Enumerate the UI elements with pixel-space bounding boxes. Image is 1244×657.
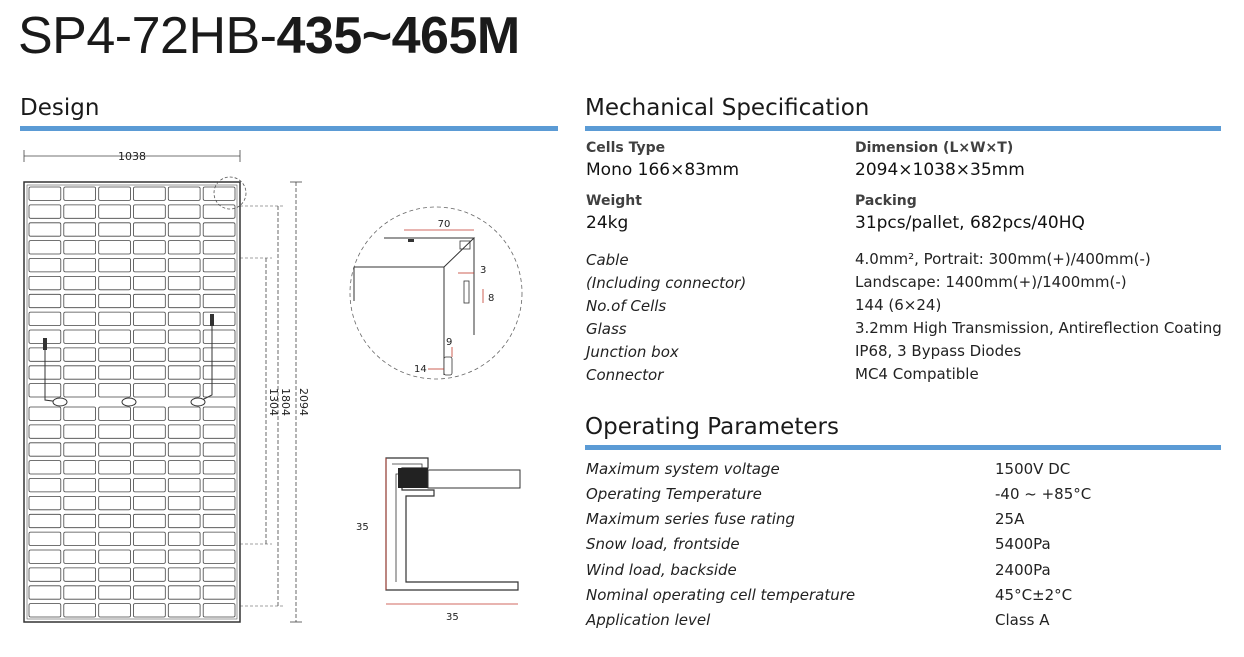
dim-14-label: 14 — [414, 364, 427, 375]
solar-cell — [29, 586, 61, 599]
dimension-label: Dimension (L×W×T) — [855, 140, 1014, 156]
solar-cell — [168, 479, 200, 492]
dim-3-label: 3 — [480, 265, 487, 276]
solar-cell — [134, 514, 166, 527]
weight-label: Weight — [586, 193, 642, 209]
solar-cell — [168, 550, 200, 563]
solar-cell — [168, 205, 200, 218]
solar-cell — [99, 312, 131, 325]
solar-cell — [29, 223, 61, 236]
solar-cell — [99, 514, 131, 527]
solar-cell — [29, 294, 61, 307]
solar-cell — [168, 568, 200, 581]
solar-cell — [203, 330, 235, 343]
solar-cell — [203, 479, 235, 492]
solar-cell — [168, 366, 200, 379]
operating-rule — [585, 445, 1221, 450]
datasheet-title — [18, 6, 520, 66]
solar-cell — [29, 241, 61, 254]
op-row-label: Maximum series fuse rating — [586, 510, 795, 528]
solar-cell — [203, 461, 235, 474]
height-dim-label: 2094 — [297, 388, 310, 416]
solar-cell — [64, 259, 96, 272]
solar-cell — [64, 550, 96, 563]
solar-cell — [134, 443, 166, 456]
solar-cell — [168, 384, 200, 397]
solar-cell — [168, 312, 200, 325]
mech-row-value: MC4 Compatible — [855, 365, 979, 383]
panel-front-view — [0, 140, 320, 640]
corner-detail-drawing — [340, 205, 540, 385]
solar-cell — [99, 384, 131, 397]
solar-cell — [64, 496, 96, 509]
solar-cell — [203, 205, 235, 218]
design-heading: Design — [20, 95, 100, 121]
weight-value: 24kg — [586, 213, 629, 233]
mech-row-connector — [586, 363, 663, 386]
solar-cell — [134, 384, 166, 397]
solar-cell — [203, 294, 235, 307]
solar-cell — [203, 568, 235, 581]
solar-cell — [64, 425, 96, 438]
solar-cell — [168, 532, 200, 545]
solar-cell — [134, 604, 166, 617]
solar-cell — [134, 187, 166, 200]
solar-cell — [168, 294, 200, 307]
solar-cell — [99, 496, 131, 509]
op-row-value: 45°C±2°C — [995, 586, 1073, 604]
solar-cell — [203, 550, 235, 563]
mech-row-label: Glass — [586, 320, 627, 338]
frame-width-label: 35 — [446, 612, 459, 623]
solar-cell — [168, 407, 200, 420]
width-dim-label: 1038 — [118, 150, 146, 163]
solar-cell — [203, 586, 235, 599]
packing-label: Packing — [855, 193, 917, 209]
dimension-value: 2094×1038×35mm — [855, 160, 1025, 180]
solar-cell — [203, 312, 235, 325]
solar-cell — [99, 187, 131, 200]
solar-cell — [64, 586, 96, 599]
solar-cell — [99, 443, 131, 456]
op-row-value: -40 ~ +85°C — [995, 485, 1092, 503]
solar-cell — [29, 425, 61, 438]
operating-heading: Operating Parameters — [585, 414, 839, 440]
solar-cell — [168, 586, 200, 599]
solar-cell — [29, 205, 61, 218]
solar-cell — [99, 425, 131, 438]
mech-row-cable — [586, 248, 629, 271]
solar-cell — [168, 461, 200, 474]
solar-cell — [99, 348, 131, 361]
mech-row-label: Connector — [586, 366, 664, 384]
solar-cell — [64, 604, 96, 617]
mech-row-value: 3.2mm High Transmission, Antireflection Coating — [855, 319, 1222, 337]
solar-cell — [134, 496, 166, 509]
solar-cell — [134, 586, 166, 599]
solar-cell — [134, 407, 166, 420]
solar-cell — [134, 348, 166, 361]
solar-cell — [64, 223, 96, 236]
solar-cell — [168, 276, 200, 289]
solar-cell — [203, 259, 235, 272]
cells-type-label: Cells Type — [586, 140, 666, 156]
solar-cell — [99, 479, 131, 492]
solar-cell — [64, 479, 96, 492]
solar-cell — [168, 330, 200, 343]
solar-cell — [99, 223, 131, 236]
solar-cell — [99, 407, 131, 420]
mount-dim-1304-label: 1304 — [267, 388, 280, 416]
frame-height-label: 35 — [356, 522, 369, 533]
solar-cell — [29, 479, 61, 492]
solar-cell — [64, 384, 96, 397]
op-row-label: Snow load, frontside — [586, 535, 740, 553]
solar-cell — [134, 330, 166, 343]
solar-cell — [64, 461, 96, 474]
laminate-edge — [428, 470, 520, 488]
design-rule — [20, 126, 558, 131]
op-row-value: 5400Pa — [995, 535, 1051, 553]
solar-cell — [134, 223, 166, 236]
solar-cell — [203, 366, 235, 379]
solar-cell — [203, 496, 235, 509]
solar-cell — [99, 604, 131, 617]
solar-cell — [64, 294, 96, 307]
solar-cell — [168, 223, 200, 236]
solar-cell — [203, 604, 235, 617]
solar-cell — [168, 496, 200, 509]
glass-seal — [398, 468, 428, 488]
packing-value: 31pcs/pallet, 682pcs/40HQ — [855, 213, 1085, 233]
solar-cell — [64, 443, 96, 456]
mech-row-value: 144 (6×24) — [855, 296, 942, 314]
junction-box-1 — [53, 398, 67, 406]
solar-cell — [64, 187, 96, 200]
solar-cell — [29, 461, 61, 474]
solar-cell — [168, 187, 200, 200]
mech-row-value: IP68, 3 Bypass Diodes — [855, 342, 1022, 360]
solar-cell — [134, 366, 166, 379]
solar-cell — [99, 366, 131, 379]
solar-cell — [134, 294, 166, 307]
mech-row-junction-box — [586, 340, 679, 363]
model-name: SP4-72HB- — [18, 7, 277, 65]
solar-cell — [99, 276, 131, 289]
solar-cell — [134, 461, 166, 474]
solar-cell — [64, 514, 96, 527]
solar-cell — [134, 532, 166, 545]
mount-dim-1804-label: 1804 — [279, 388, 292, 416]
solar-cell — [99, 532, 131, 545]
op-row-value: 25A — [995, 510, 1025, 528]
solar-cell — [64, 366, 96, 379]
solar-cell — [99, 205, 131, 218]
solar-cell — [134, 276, 166, 289]
solar-cell — [99, 259, 131, 272]
solar-cell — [203, 532, 235, 545]
solar-cell — [203, 187, 235, 200]
solar-cell — [29, 568, 61, 581]
solar-cell — [168, 514, 200, 527]
frame-cross-section — [350, 450, 530, 630]
solar-cell — [64, 205, 96, 218]
solar-cell — [99, 461, 131, 474]
solar-cell — [168, 259, 200, 272]
solar-cell — [29, 604, 61, 617]
solar-cell — [203, 407, 235, 420]
solar-cell — [134, 312, 166, 325]
mech-row-label: No.of Cells — [586, 297, 667, 315]
op-row-label: Maximum system voltage — [586, 460, 780, 478]
solar-cell — [99, 294, 131, 307]
solar-cell — [99, 330, 131, 343]
solar-cell — [203, 276, 235, 289]
solar-cell — [29, 496, 61, 509]
solar-cell — [29, 312, 61, 325]
solar-cell — [134, 205, 166, 218]
solar-cell — [203, 223, 235, 236]
mech-row-value: Landscape: 1400mm(+)/1400mm(-) — [855, 273, 1127, 291]
junction-box-2 — [122, 398, 136, 406]
solar-cell — [29, 514, 61, 527]
op-row-value: 2400Pa — [995, 561, 1051, 579]
op-row-label: Nominal operating cell temperature — [586, 586, 856, 604]
dim-70-label: 70 — [437, 219, 451, 230]
solar-cell — [29, 532, 61, 545]
solar-cell — [99, 241, 131, 254]
solar-cell — [203, 425, 235, 438]
solar-cell — [168, 241, 200, 254]
solar-cell — [203, 241, 235, 254]
solar-cell — [64, 312, 96, 325]
op-row-label: Wind load, backside — [586, 561, 737, 579]
dim-9-label: 9 — [446, 337, 453, 348]
mechanical-heading: Mechanical Specification — [585, 95, 870, 121]
mech-row-label: Junction box — [586, 343, 679, 361]
solar-cell — [64, 348, 96, 361]
solar-cell — [168, 348, 200, 361]
solar-cell — [64, 241, 96, 254]
op-row-value: 1500V DC — [995, 460, 1071, 478]
op-row-label: Application level — [586, 611, 711, 629]
solar-cell — [29, 276, 61, 289]
mech-row-value: 4.0mm², Portrait: 300mm(+)/400mm(-) — [855, 250, 1151, 268]
solar-cell — [134, 479, 166, 492]
mech-row-label: (Including connector) — [586, 274, 747, 292]
solar-cell — [99, 568, 131, 581]
solar-cell — [64, 568, 96, 581]
solar-cell — [29, 550, 61, 563]
mech-row-glass — [586, 317, 627, 340]
mech-row-cells — [586, 294, 666, 317]
solar-cell — [134, 568, 166, 581]
solar-cell — [168, 604, 200, 617]
power-range: 435~465M — [276, 7, 520, 65]
op-row-value: Class A — [995, 611, 1050, 629]
solar-cell — [29, 187, 61, 200]
solar-cell — [168, 443, 200, 456]
solar-cell — [29, 443, 61, 456]
solar-cell — [29, 407, 61, 420]
junction-box-3 — [191, 398, 205, 406]
solar-cell — [99, 550, 131, 563]
solar-cell — [203, 384, 235, 397]
solar-cell — [168, 425, 200, 438]
solar-cell — [64, 532, 96, 545]
solar-cell — [203, 514, 235, 527]
solar-cell — [203, 348, 235, 361]
op-row-label: Operating Temperature — [586, 485, 762, 503]
solar-cell — [64, 276, 96, 289]
solar-cell — [134, 425, 166, 438]
solar-cell — [29, 259, 61, 272]
solar-cell — [203, 443, 235, 456]
solar-cell — [99, 586, 131, 599]
mech-row-label: Cable — [586, 251, 629, 269]
solar-cell — [134, 259, 166, 272]
solar-cell — [134, 241, 166, 254]
solar-cell — [64, 330, 96, 343]
solar-cell — [134, 550, 166, 563]
solar-cell — [64, 407, 96, 420]
dim-8-label: 8 — [488, 293, 495, 304]
mech-row-connector-incl — [586, 271, 746, 294]
mechanical-rule — [585, 126, 1221, 131]
corner-detail-circle — [350, 207, 522, 379]
cells-type-value: Mono 166×83mm — [586, 160, 740, 180]
